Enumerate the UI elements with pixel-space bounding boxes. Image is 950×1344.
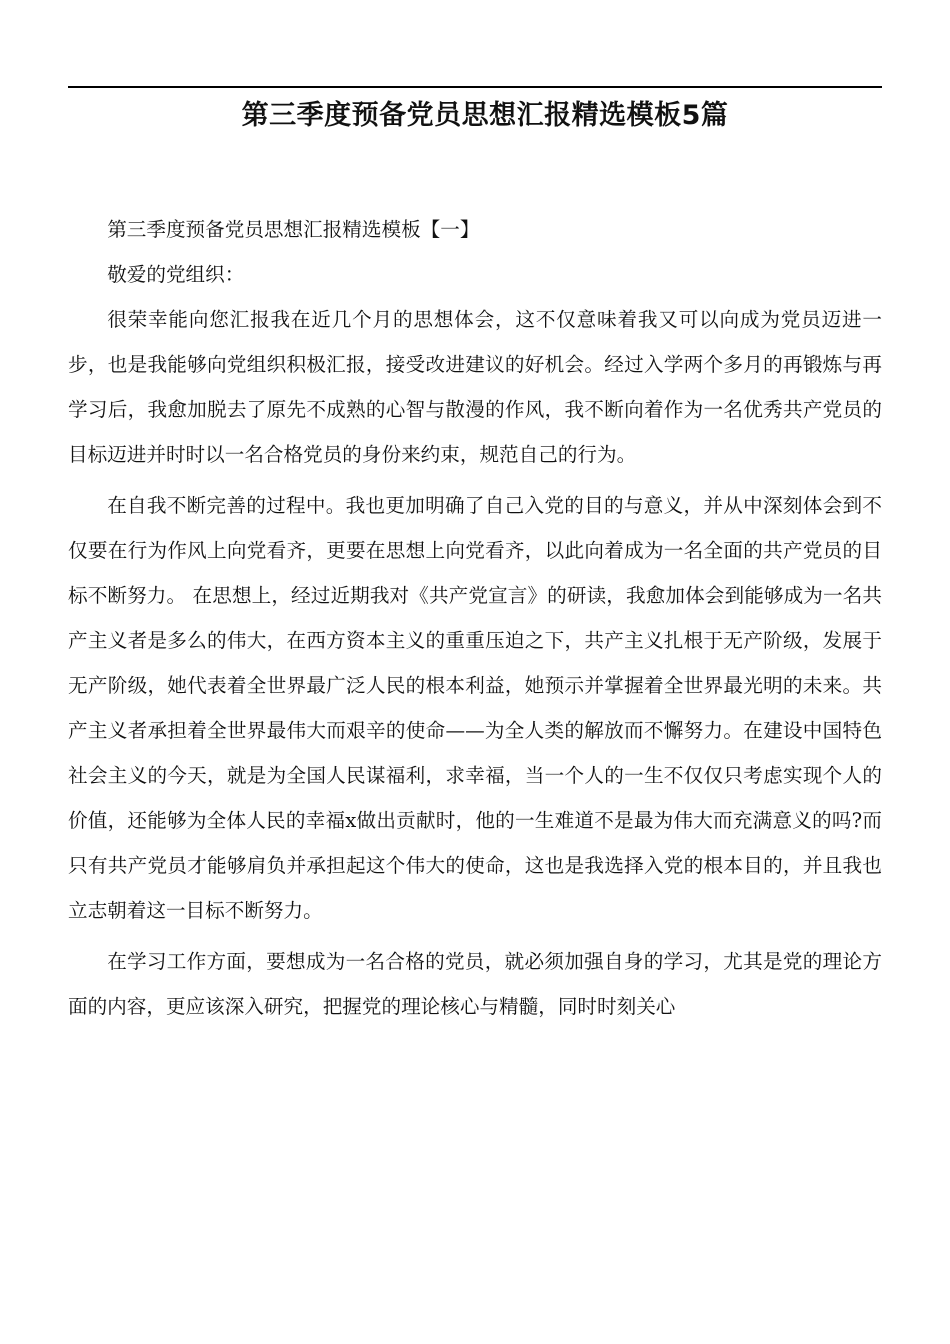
header-rule <box>68 86 882 88</box>
section-heading: 第三季度预备党员思想汇报精选模板【一】 <box>107 218 480 241</box>
document-body <box>68 207 882 1035</box>
paragraph-3: 在学习工作方面，要想成为一名合格的党员，就必须加强自身的学习，尤其是党的理论方面的内容，更应该深入研究，把握党的理论核心与精髓，同时时刻关心 <box>68 950 882 1018</box>
paragraph-1: 很荣幸能向您汇报我在近几个月的思想体会，这不仅意味着我又可以向成为党员迈进一步，也是我能够向党组织积极汇报，接受改进建议的好机会。经过入学两个多月的再锻炼与再学习后，我愈加脱去了原先不成熟的心智与散漫的作风，我不断向着作为一名优秀共产党员的目标迈进并时时以一名合格党员的身份来约束，规范自己的行为。 <box>68 308 882 466</box>
salutation: 敬爱的党组织： <box>107 263 245 286</box>
document-title: 第三季度预备党员思想汇报精选模板5篇 <box>241 100 729 131</box>
paragraph-2: 在自我不断完善的过程中。我也更加明确了自己入党的目的与意义，并从中深刻体会到不仅要在行为作风上向党看齐，更要在思想上向党看齐，以此向着成为一名全面的共产党员的目标不断努力。 在思想上，经过近期我对《共产党宣言》的研读，我愈加体会到能够成为一名共产主义者是多么的伟大，在西方资本主义的重重压迫之下，共产主义扎根于无产阶级，发展于无产阶级，她代表着全世界最广泛人民的根本利益，她预示并掌握着全世界最光明的未来。共产主义者承担着全世界最伟大而艰辛的使命——为全人类的解放而不懈努力。在建设中国特色社会主义的今天，就是为全国人民谋福利，求幸福，当一个人的一生不仅仅只考虑实现个人的价值，还能够为全体人民的幸福x做出贡献时，他的一生难道不是最为伟大而充满意义的吗?而只有共产党员才能够肩负并承担起这个伟大的使命，这也是我选择入党的根本目的，并且我也立志朝着这一目标不断努力。 <box>68 494 882 922</box>
